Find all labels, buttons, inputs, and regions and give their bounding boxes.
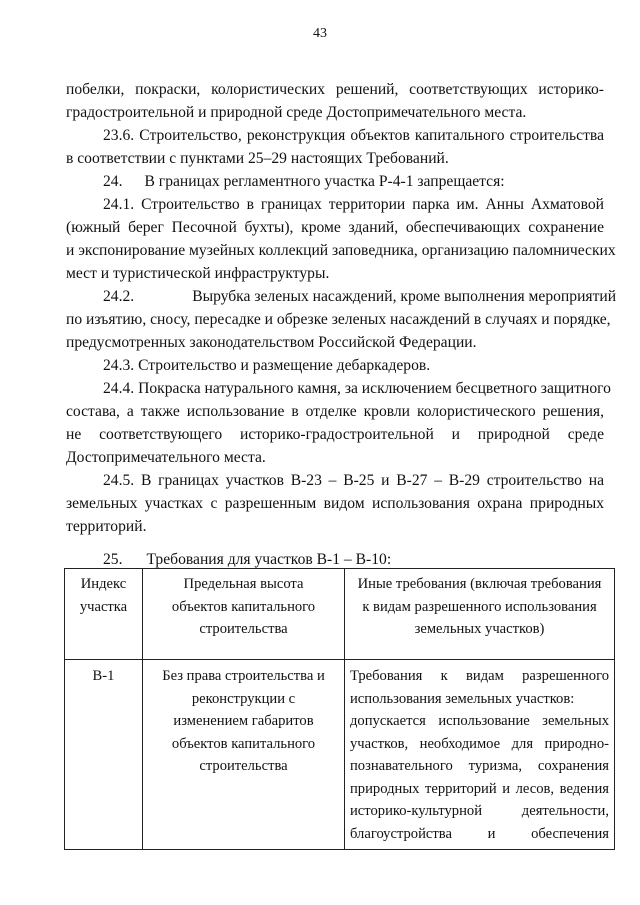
paragraph-24-1 [66, 193, 616, 285]
table-header-row [65, 569, 615, 660]
cell-text: благоустройства и обеспечения [350, 825, 609, 842]
text-line [66, 170, 604, 193]
clause-text: Вырубка зеленых насаждений, кроме выполнения мероприятий [192, 288, 617, 305]
cell-text: использования земельных участков: [350, 690, 575, 707]
text-line: 24.3. Строительство и размещение дебаркадеров. [103, 357, 431, 374]
header-text: земельных участков) [414, 621, 545, 637]
paragraph-continuation [66, 78, 604, 124]
text-line: (южный берег Песочной бухты), кроме зданий, обеспечивающих сохранение [66, 219, 604, 236]
clause-number: 24. [103, 173, 123, 190]
paragraph-24 [66, 170, 604, 193]
paragraph-24-2 [66, 285, 617, 354]
text-line: в соответствии с пунктами 25–29 настоящих Требований. [66, 150, 449, 167]
document-body [66, 78, 617, 571]
text-line: Достопримечательного места. [66, 449, 266, 466]
clause-text: Требования для участков В-1 – В-10: [146, 551, 392, 568]
paragraph-24-4 [66, 377, 611, 469]
text-line: территорий. [66, 518, 147, 535]
header-text: строительства [199, 621, 288, 637]
page-number: 43 [313, 26, 327, 41]
cell-text: Требования к видам разрешенного [350, 668, 609, 684]
text-line: и экспонирование музейных коллекций заповедника, организацию паломнических [66, 242, 616, 259]
text-line: мест и туристической инфраструктуры. [66, 265, 330, 282]
header-text: Предельная высота [183, 576, 304, 592]
cell-text: изменением габаритов [173, 713, 314, 729]
cell-text: строительства [199, 758, 288, 774]
header-text: участка [79, 598, 128, 615]
text-line: 23.6. Строительство, реконструкция объектов капитального строительства [103, 127, 604, 144]
cell-text: участков, необходимое для природно- [350, 735, 609, 752]
cell-other-requirements [345, 660, 615, 850]
paragraph-24-5 [66, 469, 604, 538]
header-text: Иные требования (включая требования [357, 576, 602, 592]
text-line: по изъятию, сносу, пересадке и обрезке зеленых насаждений в случаях и порядке, [66, 311, 611, 328]
text-line: градостроительной и природной среде Достопримечательного места. [66, 104, 527, 121]
cell-text: допускается использование земельных [350, 713, 609, 729]
cell-text: историко-культурной деятельности, [350, 803, 609, 819]
header-text: Индекс [80, 576, 127, 592]
paragraph-24-3 [66, 354, 604, 377]
header-text: объектов капитального [171, 598, 316, 615]
text-line: 24.5. В границах участков В-23 – В-25 и В-27 – В-29 строительство на [103, 472, 604, 489]
text-line: побелки, покраски, колористических решений, соответствующих историко- [66, 81, 604, 98]
header-max-height [143, 569, 345, 660]
cell-text: Без права строительства и [162, 668, 325, 684]
text-line: не соответствующего историко-градостроительной и природной среде [66, 426, 604, 443]
table-row [65, 660, 615, 850]
header-index [65, 569, 143, 660]
paragraph-23-6 [66, 124, 604, 170]
header-other-requirements [345, 569, 615, 660]
text-line: 24.4. Покраска натурального камня, за исключением бесцветного защитного [103, 380, 611, 397]
text-line [66, 285, 617, 308]
clause-text: В границах регламентного участка Р-4-1 запрещается: [144, 173, 505, 190]
cell-text: объектов капитального [171, 735, 316, 752]
header-text: к видам разрешенного использования [362, 598, 597, 615]
text-line: предусмотренных законодательством Российской Федерации. [66, 334, 477, 351]
cell-text: реконструкции с [191, 690, 296, 707]
cell-max-height [143, 660, 345, 850]
requirements-table [64, 568, 615, 850]
clause-number: 25. [103, 551, 123, 568]
text-line: 24.1. Строительство в границах территории парка им. Анны Ахматовой [103, 196, 604, 213]
clause-number: 24.2. [103, 288, 135, 305]
cell-text: природных территорий и лесов, ведения [350, 780, 609, 797]
text-line: состава, а также использование в отделке кровли колористического решения, [66, 403, 604, 420]
cell-text: познавательного туризма, сохранения [350, 758, 609, 774]
text-line: земельных участках с разрешенным видом использования охрана природных [66, 495, 604, 512]
cell-index: В-1 [65, 660, 143, 850]
